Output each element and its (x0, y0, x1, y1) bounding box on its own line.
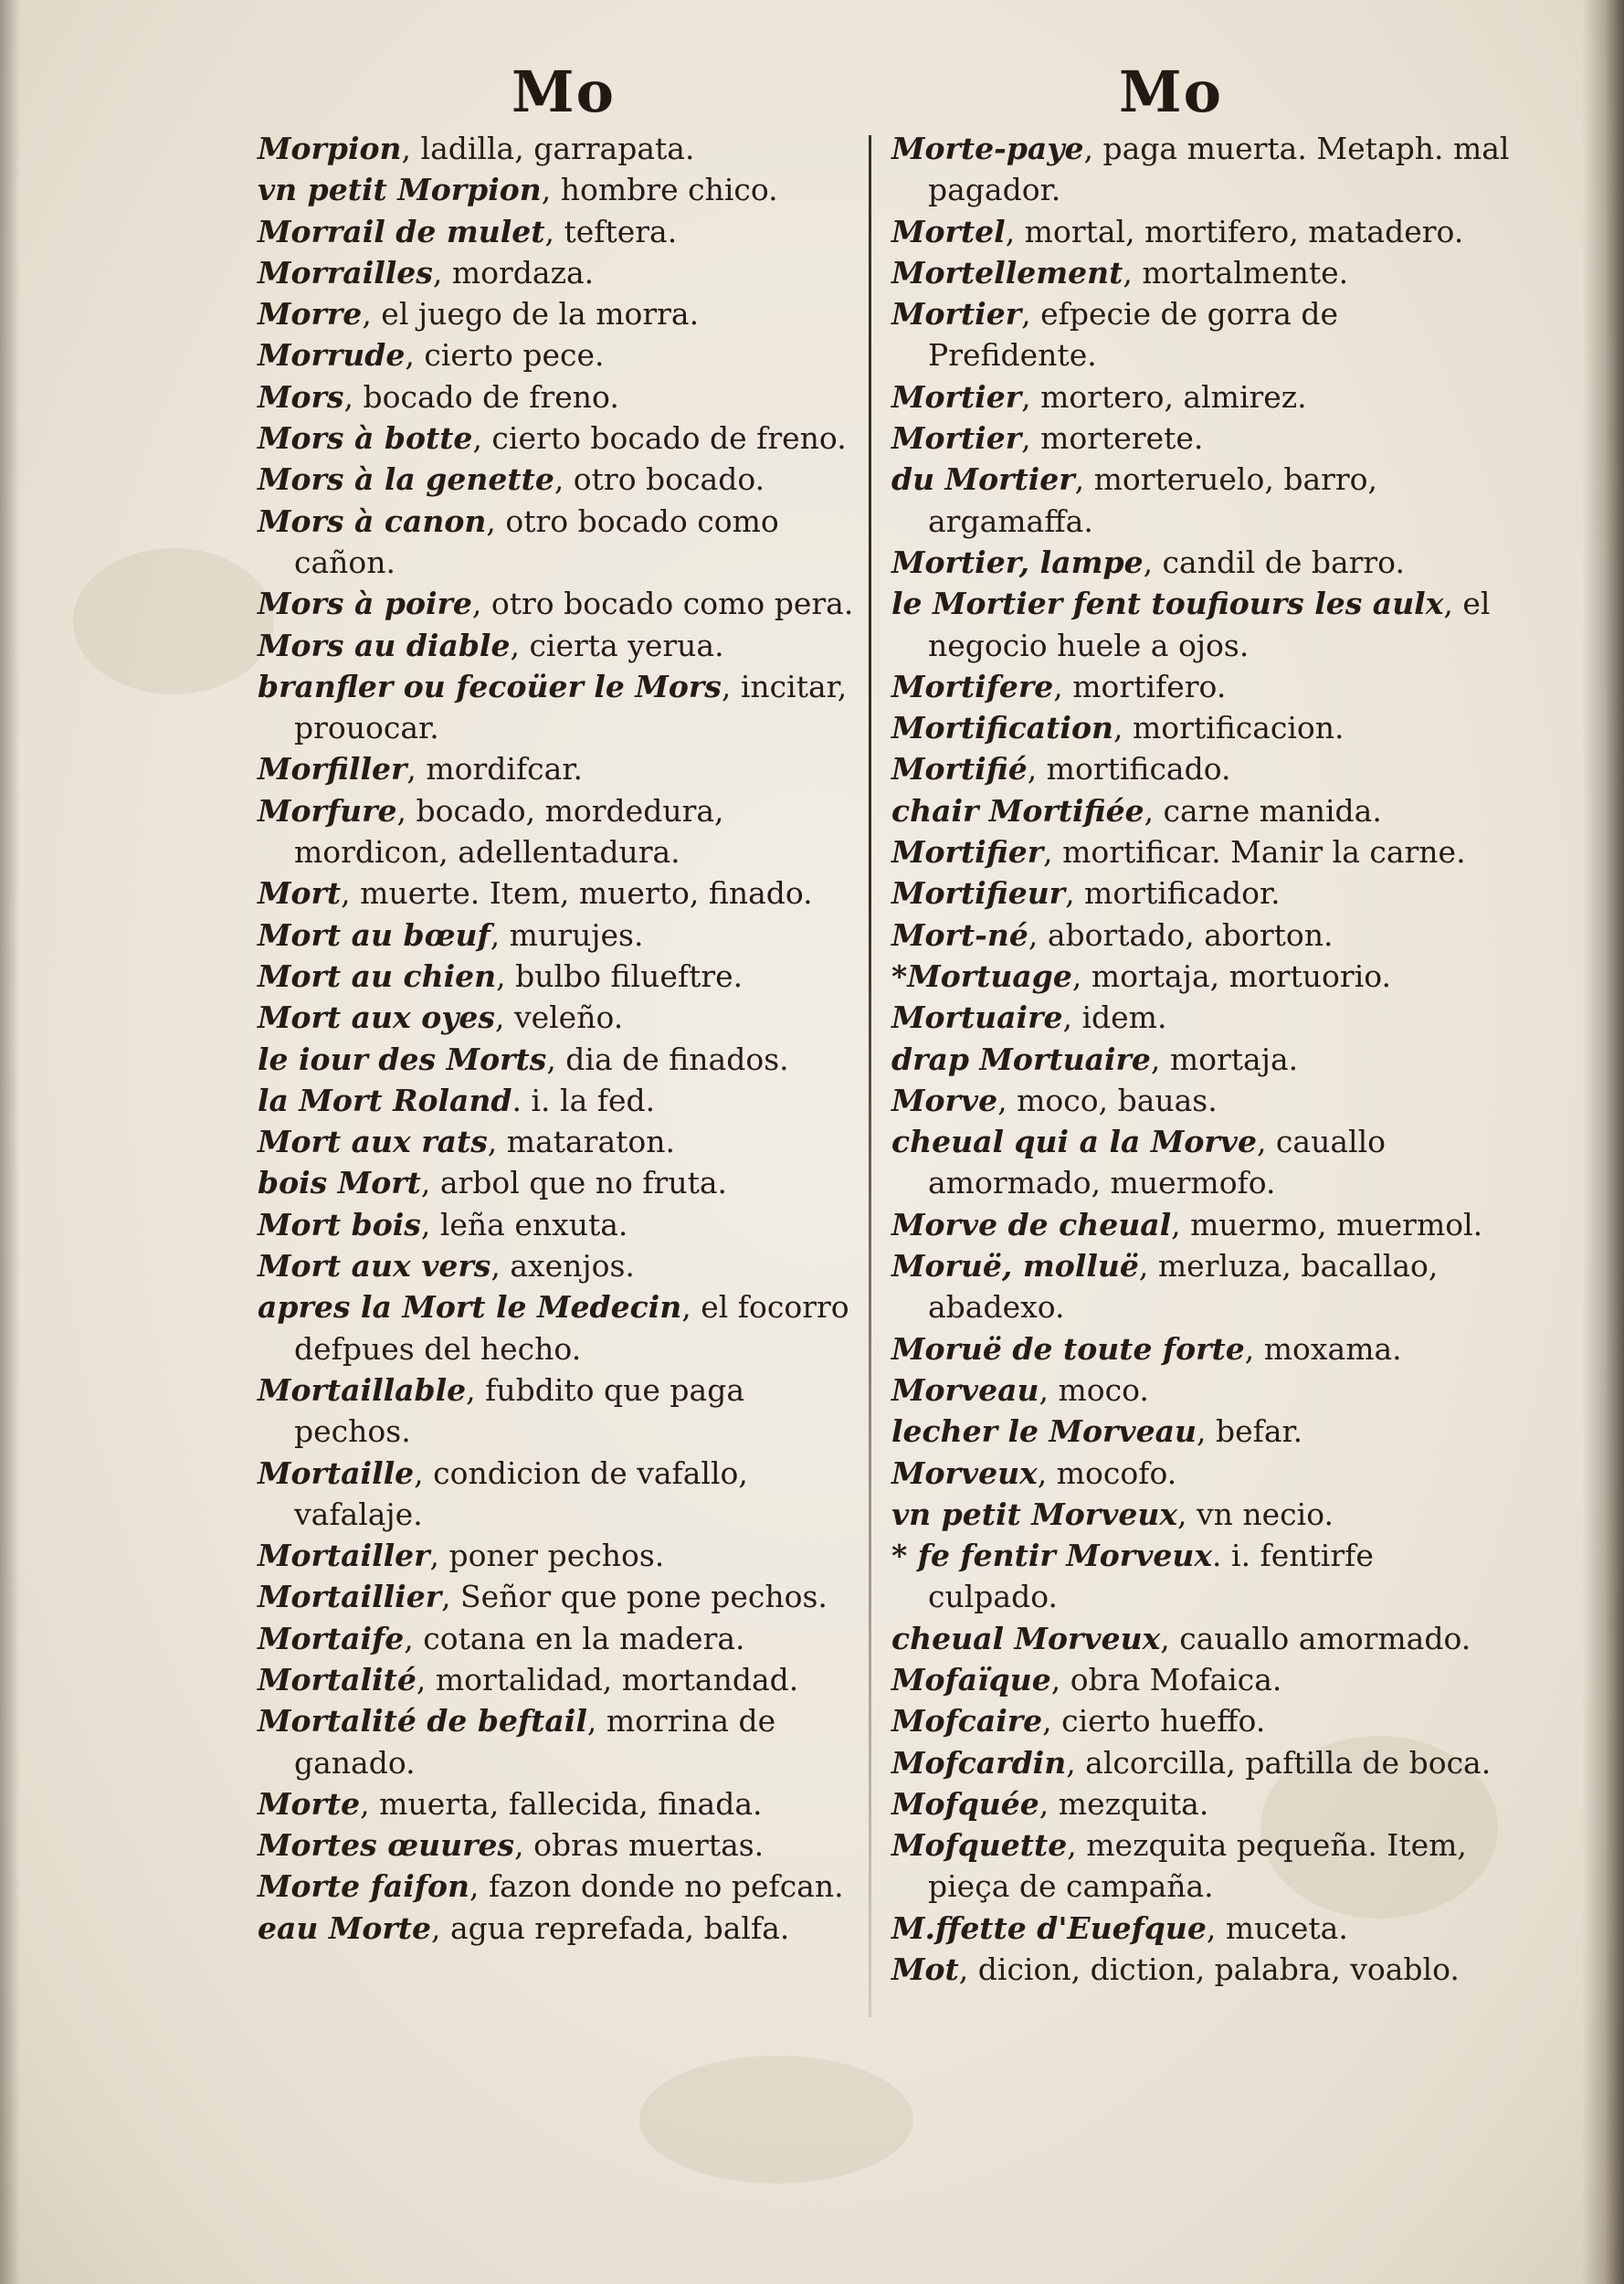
entry-headword: Morfiller (258, 751, 407, 788)
entry-definition: , mocofo. (1037, 1454, 1177, 1491)
entry-definition: , abortado, aborton. (1028, 916, 1334, 953)
dictionary-entry (258, 1535, 870, 1576)
entry-headword: Mofquette (891, 1827, 1068, 1864)
dictionary-entry (258, 252, 870, 293)
entry-headword: bois Mort (258, 1165, 421, 1201)
entry-headword: Mortaillable (258, 1371, 467, 1408)
entry-headword: Morrail de mulet (258, 213, 545, 249)
entry-headword: Mortier, lampe (891, 544, 1144, 580)
entry-headword: Moruë, molluë (891, 1248, 1139, 1285)
dictionary-entry (891, 1742, 1513, 1783)
entry-definition: , merluza, bacallao, abadexo. (928, 1248, 1439, 1326)
entry-headword: du Mortier (891, 461, 1075, 498)
entry-headword: Mortier (891, 378, 1022, 415)
entry-definition: , el negocio huele a ojos. (928, 586, 1491, 663)
dictionary-entry (258, 1204, 870, 1245)
entry-definition: , mortificar. Manir la carne. (1043, 834, 1466, 871)
dictionary-entry (891, 459, 1513, 542)
entry-headword: Mofcardin (891, 1744, 1067, 1781)
dictionary-entry (891, 1783, 1513, 1824)
entry-headword: Mors à canon (258, 502, 487, 539)
page-left-edge-shadow (0, 0, 20, 2284)
dictionary-entry (891, 1080, 1513, 1121)
entry-headword: Mortalité de beftail (258, 1703, 587, 1739)
entry-definition: , mortal, mortifero, matadero. (1005, 213, 1464, 249)
entry-headword: Mort aux oyes (258, 999, 495, 1036)
entry-definition: , mortifero. (1053, 668, 1227, 704)
entry-definition: , muermo, muermol. (1171, 1206, 1483, 1242)
dictionary-entry (258, 459, 870, 500)
page-spine-shadow (1582, 0, 1624, 2284)
dictionary-entry (891, 418, 1513, 459)
entry-definition: , otro bocado. (554, 461, 765, 498)
dictionary-entry (258, 1245, 870, 1286)
entry-definition: , mordifcar. (406, 751, 583, 788)
dictionary-entry (258, 1824, 870, 1866)
entry-definition: , cierto hueffo. (1042, 1703, 1266, 1739)
entry-definition: , leña enxuta. (420, 1206, 628, 1242)
entry-definition: , mortalmente. (1123, 254, 1349, 291)
entry-definition: , mortaja, mortuorio. (1071, 957, 1392, 994)
entry-headword: Mortaille (258, 1454, 415, 1491)
entry-headword: Mortaife (258, 1620, 405, 1656)
dictionary-entry (891, 1659, 1513, 1700)
dictionary-entry (258, 1618, 870, 1659)
entry-definition: , cierto bocado de freno. (472, 420, 847, 457)
dictionary-entry (891, 1618, 1513, 1659)
entry-headword: apres la Mort le Medecin (258, 1289, 682, 1326)
dictionary-entry (891, 128, 1513, 211)
dictionary-entry (891, 872, 1513, 914)
entry-headword: Mors à poire (258, 586, 472, 622)
entry-definition: , mataraton. (487, 1124, 675, 1160)
entry-headword: Mortailler (258, 1538, 430, 1574)
entry-headword: vn petit Morpion (258, 172, 542, 208)
entry-definition: , alcorcilla, paftilla de boca. (1066, 1744, 1492, 1781)
entry-headword: la Mort Roland (258, 1082, 512, 1118)
entry-headword: chair Mortifiée (891, 792, 1144, 829)
dictionary-entry (258, 1659, 870, 1700)
entry-definition: , condicion de vafallo, vafalaje. (294, 1454, 748, 1532)
entry-definition: , paga muerta. Metaph. mal pagador. (928, 131, 1510, 208)
entry-definition: . i. la fed. (511, 1082, 656, 1118)
dictionary-entry (258, 1369, 870, 1453)
dictionary-entry (258, 790, 870, 873)
dictionary-entry (891, 1411, 1513, 1452)
entry-definition: , poner pechos. (429, 1538, 665, 1574)
entry-definition: , muerte. Item, muerto, finado. (341, 875, 813, 912)
entry-headword: Morveux (891, 1454, 1038, 1491)
entry-definition: , cotana en la madera. (404, 1620, 745, 1656)
dictionary-entry (891, 293, 1513, 376)
dictionary-entry (258, 956, 870, 997)
entry-headword: Mort (258, 875, 342, 912)
entry-definition: , morrina de ganado. (294, 1703, 776, 1781)
dictionary-entry (258, 501, 870, 584)
entry-headword: Mortification (891, 710, 1113, 746)
dictionary-entry (258, 376, 870, 418)
entry-headword: Mortier (891, 296, 1022, 333)
entry-definition: , cierto pece. (405, 337, 605, 374)
entry-headword: Morrude (258, 337, 406, 374)
entry-headword: Mortuaire (891, 999, 1063, 1036)
dictionary-entry (891, 831, 1513, 872)
dictionary-entry (891, 1369, 1513, 1411)
dictionary-entry (891, 748, 1513, 789)
entry-headword: Mort-né (891, 916, 1028, 953)
entry-headword: Morfure (258, 792, 397, 829)
dictionary-entry (258, 1783, 870, 1824)
dictionary-entry (891, 956, 1513, 997)
entry-headword: Morve de cheual (891, 1206, 1172, 1242)
entry-definition: , fazon donde no pefcan. (469, 1868, 844, 1905)
dictionary-entry (258, 872, 870, 914)
entry-definition: , agua reprefada, balfa. (431, 1909, 790, 1946)
entry-definition: , axenjos. (490, 1248, 635, 1285)
entry-headword: eau Morte (258, 1909, 432, 1946)
entry-headword: Mortier (891, 420, 1022, 457)
entry-definition: , obra Mofaica. (1050, 1661, 1282, 1697)
dictionary-entry (891, 1039, 1513, 1080)
entry-headword: Morrailles (258, 254, 433, 291)
entry-headword: Mortes œuures (258, 1827, 515, 1864)
entry-definition: , incitar, prouocar. (294, 668, 848, 746)
dictionary-entry (258, 418, 870, 459)
entry-headword: * fe fentir Morveux (891, 1538, 1213, 1574)
entry-headword: Mort au bœuf (258, 916, 490, 953)
entry-definition: , muceta. (1206, 1909, 1348, 1946)
dictionary-entry (258, 915, 870, 956)
entry-definition: , Señor que pone pechos. (441, 1579, 828, 1615)
dictionary-entry (258, 293, 870, 334)
dictionary-entry (891, 1824, 1513, 1908)
entry-headword: Morte (258, 1785, 361, 1822)
dictionary-entry (891, 1535, 1513, 1618)
dictionary-entry (258, 169, 870, 210)
entry-definition: , cauallo amormado. (1160, 1620, 1471, 1656)
entry-headword: lecher le Morveau (891, 1413, 1197, 1450)
dictionary-entry (258, 1576, 870, 1617)
dictionary-entry (258, 625, 870, 666)
entry-definition: , fubdito que paga pechos. (294, 1371, 745, 1450)
entry-definition: , moco, bauas. (997, 1082, 1218, 1118)
dictionary-entry (891, 583, 1513, 666)
entry-definition: , arbol que no fruta. (420, 1165, 727, 1201)
entry-definition: , dicion, diction, palabra, voablo. (958, 1951, 1460, 1988)
entry-definition: , mezquita. (1039, 1785, 1209, 1822)
entry-definition: , mordaza. (432, 254, 595, 291)
entry-headword: Mors (258, 378, 344, 415)
dictionary-entry (891, 1204, 1513, 1245)
right-column (891, 128, 1513, 1990)
entry-definition: , morterete. (1021, 420, 1204, 457)
entry-headword: Mort au chien (258, 957, 497, 994)
entry-headword: Morve (891, 1082, 998, 1118)
entry-headword: Mortaillier (258, 1579, 442, 1615)
entry-definition: , morteruelo, barro, argamaffa. (928, 461, 1378, 539)
entry-headword: cheual qui a la Morve (891, 1124, 1257, 1160)
entry-definition: , otro bocado como pera. (471, 586, 854, 622)
entry-headword: Mors à botte (258, 420, 473, 457)
dictionary-entry (891, 542, 1513, 583)
dictionary-entry (891, 1245, 1513, 1328)
dictionary-entry (891, 252, 1513, 293)
entry-headword: Mors à la genette (258, 461, 554, 498)
entry-headword: Mot (891, 1951, 959, 1988)
entry-headword: drap Mortuaire (891, 1041, 1151, 1077)
dictionary-entry (258, 1080, 870, 1121)
entry-definition: , mortero, almirez. (1021, 378, 1307, 415)
dictionary-entry (891, 1700, 1513, 1741)
dictionary-entry (891, 707, 1513, 748)
entry-headword: Mofaïque (891, 1661, 1051, 1697)
entry-definition: , vn necio. (1177, 1496, 1334, 1532)
entry-headword: Mortel (891, 213, 1006, 249)
dictionary-entry (258, 1286, 870, 1369)
entry-headword: Mofquée (891, 1785, 1039, 1822)
running-header-right: Mo (1119, 58, 1223, 125)
entry-definition: , obras muertas. (514, 1827, 765, 1864)
entry-definition: , mortificado. (1027, 751, 1231, 788)
dictionary-entry (258, 1700, 870, 1783)
entry-definition: , bocado, mordedura, mordicon, adellentadura. (294, 792, 724, 871)
entry-definition: , bulbo filueftre. (496, 957, 743, 994)
entry-definition: , mortificador. (1065, 875, 1281, 912)
entry-headword: M.ffette d'Euefque (891, 1909, 1207, 1946)
entry-headword: Mortifié (891, 751, 1028, 788)
entry-headword: Mortalité (258, 1661, 417, 1697)
entry-headword: Mortifere (891, 668, 1054, 704)
entry-definition: , el juego de la morra. (362, 296, 700, 333)
entry-definition: , murujes. (490, 916, 644, 953)
dictionary-entry (258, 1866, 870, 1907)
dictionary-entry (891, 666, 1513, 707)
dictionary-entry (891, 1949, 1513, 1990)
entry-headword: Mofcaire (891, 1703, 1043, 1739)
entry-definition: , moxama. (1244, 1330, 1402, 1367)
dictionary-entry (891, 376, 1513, 418)
entry-headword: Mort aux rats (258, 1124, 488, 1160)
entry-definition: , ladilla, garrapata. (401, 131, 695, 166)
paper-stain (73, 548, 274, 694)
entry-definition: , idem. (1062, 999, 1167, 1036)
dictionary-entry (891, 211, 1513, 252)
entry-headword: Mortifieur (891, 875, 1066, 912)
entry-headword: cheual Morveux (891, 1620, 1161, 1656)
entry-definition: , otro bocado como cañon. (294, 502, 779, 580)
entry-headword: Morpion (258, 131, 402, 166)
dictionary-entry (891, 997, 1513, 1038)
entry-definition: , dia de finados. (546, 1041, 789, 1077)
dictionary-entry (258, 583, 870, 624)
entry-headword: vn petit Morveux (891, 1496, 1178, 1532)
entry-headword: le iour des Morts (258, 1041, 547, 1077)
entry-headword: *Mortuage (891, 957, 1072, 994)
paper-stain (639, 2056, 913, 2184)
entry-headword: Mortifier (891, 834, 1044, 871)
entry-headword: Mort bois (258, 1206, 421, 1242)
entry-headword: Mortellement (891, 254, 1123, 291)
entry-definition: , muerta, fallecida, finada. (360, 1785, 763, 1822)
entry-headword: Mors au diable (258, 627, 511, 663)
dictionary-entry (258, 334, 870, 375)
dictionary-entry (258, 1162, 870, 1203)
entry-definition: , el focorro defpues del hecho. (294, 1289, 849, 1367)
entry-definition: , veleño. (494, 999, 624, 1036)
entry-definition: , moco. (1039, 1371, 1149, 1408)
entry-headword: le Mortier fent toufiours les aulx (891, 586, 1444, 622)
dictionary-entry (258, 1908, 870, 1949)
entry-definition: , efpecie de gorra de Prefidente. (928, 296, 1339, 374)
dictionary-entry (258, 211, 870, 252)
entry-definition: , mortificacion. (1113, 710, 1345, 746)
left-column (258, 128, 870, 1949)
dictionary-entry (891, 790, 1513, 831)
entry-headword: Mort aux vers (258, 1248, 491, 1285)
running-header-left: Mo (511, 58, 616, 125)
entry-definition: , hombre chico. (541, 172, 778, 208)
entry-definition: , cierta yerua. (510, 627, 724, 663)
entry-definition: , mezquita pequeña. Item, pieça de campaña. (928, 1827, 1467, 1905)
entry-definition: , candil de barro. (1143, 544, 1405, 580)
entry-definition: , cauallo amormado, muermofo. (928, 1124, 1386, 1201)
dictionary-entry (258, 1453, 870, 1536)
dictionary-entry (891, 1908, 1513, 1949)
entry-headword: Moruë de toute forte (891, 1330, 1245, 1367)
dictionary-entry (891, 915, 1513, 956)
entry-definition: , bocado de freno. (343, 378, 619, 415)
dictionary-entry (258, 128, 870, 169)
entry-definition: , mortaja. (1150, 1041, 1299, 1077)
entry-definition: , carne manida. (1144, 792, 1382, 829)
entry-headword: Morveau (891, 1371, 1039, 1408)
entry-definition: . i. fentirfe culpado. (928, 1538, 1374, 1615)
dictionary-entry (258, 666, 870, 749)
dictionary-entry (891, 1494, 1513, 1535)
dictionary-entry (258, 1039, 870, 1080)
dictionary-entry (258, 1121, 870, 1162)
entry-headword: branfler ou fecoüer le Mors (258, 668, 722, 704)
dictionary-entry (258, 748, 870, 789)
dictionary-entry (891, 1453, 1513, 1494)
dictionary-entry (891, 1328, 1513, 1369)
dictionary-entry (891, 1121, 1513, 1204)
entry-definition: , teftera. (544, 213, 678, 249)
entry-headword: Morte faifon (258, 1868, 469, 1905)
entry-definition: , befar. (1196, 1413, 1303, 1450)
dictionary-entry (258, 997, 870, 1038)
entry-headword: Morre (258, 296, 363, 333)
entry-definition: , mortalidad, mortandad. (416, 1661, 799, 1697)
entry-headword: Morte-paye (891, 131, 1084, 166)
